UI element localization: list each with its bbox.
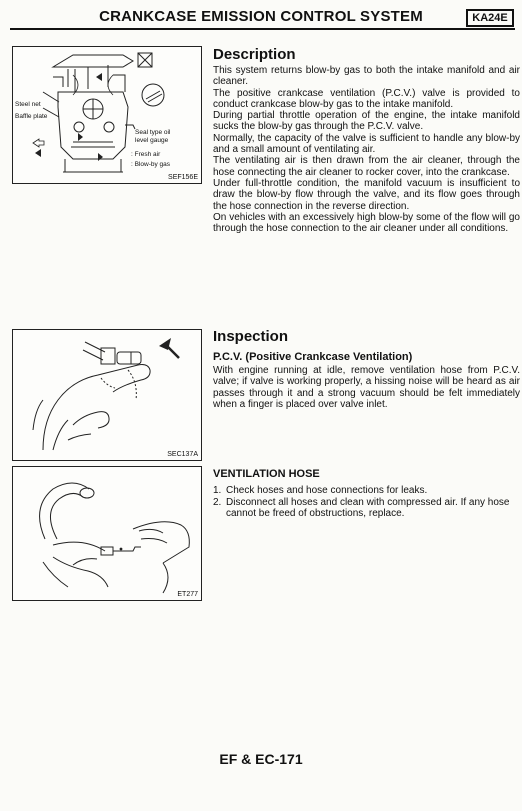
ventilation-hose-illustration bbox=[13, 467, 201, 600]
label-steel-net: Steel net bbox=[15, 101, 41, 108]
description-section bbox=[213, 46, 520, 234]
figure-code: SEC137A bbox=[167, 451, 198, 458]
engine-code-badge: KA24E bbox=[466, 9, 514, 27]
figure-code: ET277 bbox=[177, 591, 198, 598]
figure-pcv-check bbox=[12, 329, 202, 461]
pcv-subheading: P.C.V. (Positive Crankcase Ventilation) bbox=[213, 351, 413, 363]
paragraph: Under full-throttle condition, the manifold vacuum is insufficient to draw the blow-by flow through the valve, and its flow goes through the hose connection in the reverse direction. bbox=[213, 177, 520, 212]
description-text bbox=[213, 65, 520, 234]
description-heading: Description bbox=[213, 46, 296, 63]
paragraph: The ventilating air is then drawn from the air cleaner, through the hose connecting the air cleaner to rocker cover, into the crankcase. bbox=[213, 155, 520, 178]
page-title: CRANKCASE EMISSION CONTROL SYSTEM bbox=[99, 8, 423, 25]
paragraph: This system returns blow-by gas to both the intake manifold and air cleaner. bbox=[213, 65, 520, 88]
paragraph: The positive crankcase ventilation (P.C.V.) valve is provided to conduct crankcase blow-by gas to the intake manifold. bbox=[213, 87, 520, 110]
step-number: 1. bbox=[213, 485, 222, 496]
inspection-heading: Inspection bbox=[213, 328, 289, 345]
inspection-text: With engine running at idle, remove ventilation hose from P.C.V. valve; if valve is working properly, a hissing noise will be heard as air passes through it and a strong vacuum should be felt immediately when a finger is placed over valve inlet. bbox=[213, 365, 520, 410]
label-blow-by-gas: : Blow-by gas bbox=[131, 161, 171, 168]
pcv-check-illustration bbox=[13, 330, 201, 460]
label-seal-type: Seal type oil bbox=[135, 129, 171, 136]
paragraph: Normally, the capacity of the valve is sufficient to handle any blow-by and a small amount of ventilating air. bbox=[213, 132, 520, 156]
label-level-gauge: level gauge bbox=[135, 137, 169, 144]
figure-engine-diagram bbox=[12, 46, 202, 184]
header-rule bbox=[10, 28, 515, 30]
figure-code: SEF156E bbox=[168, 174, 198, 181]
paragraph: During partial throttle operation of the engine, the intake manifold sucks the blow-by gas through the P.C.V. valve. bbox=[213, 110, 520, 133]
paragraph: On vehicles with an excessively high blow-by some of the flow will go through the hose connection to the air cleaner under all conditions. bbox=[213, 211, 520, 235]
ventilation-section bbox=[213, 468, 520, 520]
label-baffle-plate: Baffle plate bbox=[15, 113, 48, 120]
list-item bbox=[213, 485, 520, 497]
ventilation-steps bbox=[213, 485, 520, 520]
label-fresh-air: : Fresh air bbox=[131, 151, 161, 158]
figure-ventilation-hose bbox=[12, 466, 202, 601]
step-number: 2. bbox=[213, 496, 222, 508]
page-number: EF & EC-171 bbox=[219, 751, 303, 767]
ventilation-heading: VENTILATION HOSE bbox=[213, 468, 320, 480]
step-text: Check hoses and hose connections for leaks. bbox=[226, 485, 428, 496]
list-item bbox=[213, 497, 520, 520]
step-text: Disconnect all hoses and clean with compressed air. If any hose cannot be freed of obstructions, replace. bbox=[226, 496, 510, 519]
inspection-section bbox=[213, 328, 520, 410]
